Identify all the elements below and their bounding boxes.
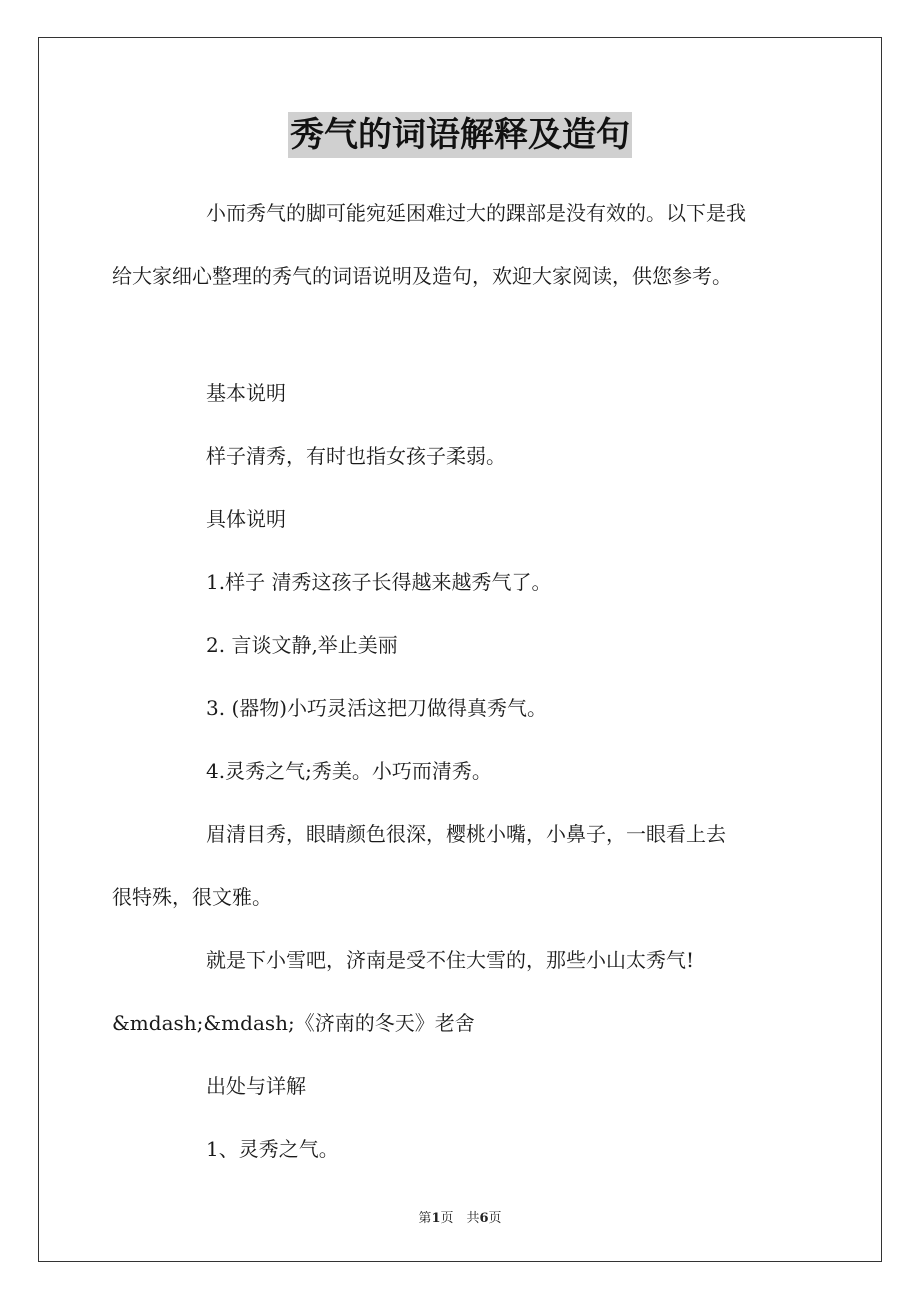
- example-2-line1: 就是下小雪吧，济南是受不住大雪的，那些小山太秀气!: [206, 948, 695, 972]
- document-body: [112, 182, 812, 1181]
- detail-item-4: 4.灵秀之气;秀美。小巧而清秀。: [206, 759, 492, 783]
- detail-item-2: 2. 言谈文静,举止美丽: [206, 633, 398, 657]
- detail-item-3: 3. (器物)小巧灵活这把刀做得真秀气。: [206, 696, 548, 720]
- example-1-line2: 很特殊，很文雅。: [112, 885, 272, 909]
- document-title: 秀气的词语解释及造句: [288, 112, 632, 158]
- footer-suffix: 页: [488, 1211, 502, 1226]
- heading-basic-explanation: 基本说明: [206, 381, 286, 405]
- total-page-number: 6: [479, 1211, 489, 1226]
- source-item-1: 1、灵秀之气。: [206, 1137, 339, 1161]
- footer-mid: 页 共: [440, 1211, 480, 1226]
- title-container: [0, 112, 920, 158]
- intro-paragraph-line2: 给大家细心整理的秀气的词语说明及造句，欢迎大家阅读，供您参考。: [112, 264, 732, 288]
- basic-explanation-text: 样子清秀，有时也指女孩子柔弱。: [206, 444, 506, 468]
- spacer: [112, 308, 812, 362]
- heading-source: 出处与详解: [206, 1074, 306, 1098]
- example-1-line1: 眉清目秀，眼睛颜色很深，樱桃小嘴，小鼻子，一眼看上去: [206, 822, 726, 846]
- page-footer: [0, 1207, 920, 1226]
- detail-item-1: 1.样子 清秀这孩子长得越来越秀气了。: [206, 570, 552, 594]
- current-page-number: 1: [431, 1211, 441, 1226]
- example-2-line2: &mdash;&mdash;《济南的冬天》老舍: [112, 1011, 475, 1035]
- intro-paragraph-line1: 小而秀气的脚可能宛延困难过大的踝部是没有效的。以下是我: [206, 201, 746, 225]
- heading-detailed-explanation: 具体说明: [206, 507, 286, 531]
- footer-prefix: 第: [418, 1211, 432, 1226]
